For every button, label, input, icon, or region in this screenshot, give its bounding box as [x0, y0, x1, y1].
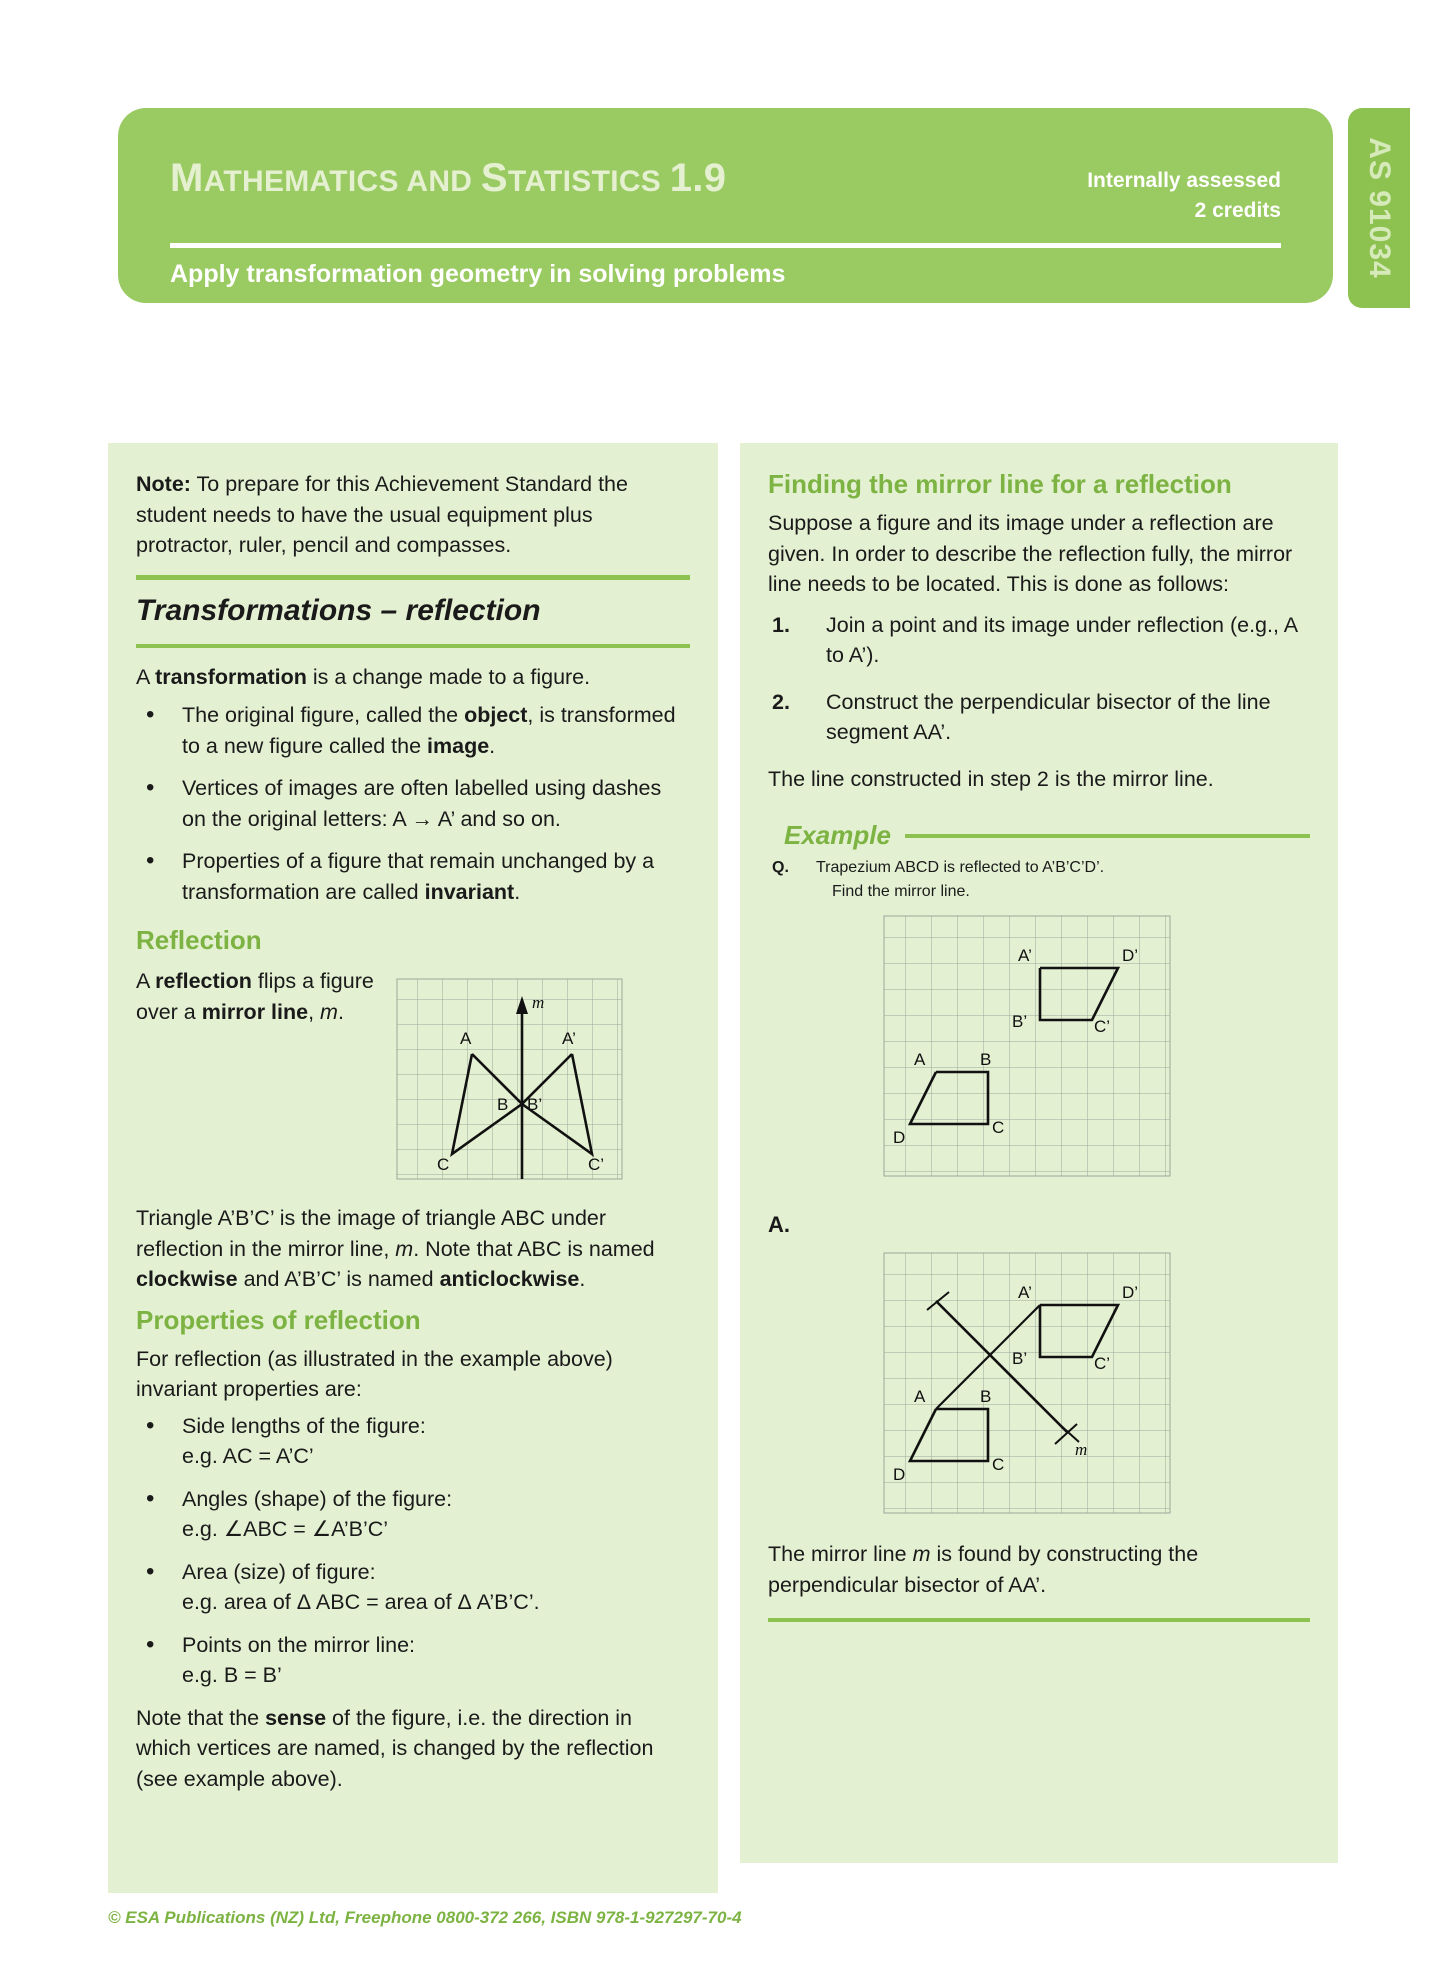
- label-B-prime: B’: [527, 1095, 543, 1115]
- page-title: [170, 156, 726, 201]
- finding-intro: Suppose a figure and its image under a reflection are given. In order to describe the reflection fully, the mirror line needs to be located. This is done as follows:: [768, 511, 1293, 597]
- heading-reflection: Reflection: [136, 925, 262, 956]
- assessment-info: [1087, 166, 1281, 227]
- heading-properties-of-reflection: Properties of reflection: [136, 1304, 421, 1335]
- answer-bottom-rule: [768, 1618, 1310, 1622]
- label-mirror-m: m: [1075, 1440, 1088, 1460]
- def-prefix: A: [136, 664, 156, 689]
- property-bullet-list: [136, 1411, 690, 1691]
- trapezium-answer-svg: [879, 1248, 1199, 1523]
- label-B-prime: B’: [1012, 1349, 1028, 1369]
- label-B: B: [980, 1050, 992, 1070]
- property-line-2: e.g. ∠ABC = ∠A’B’C’: [182, 1517, 389, 1542]
- label-C: C: [437, 1155, 450, 1175]
- list-item: [136, 1557, 690, 1618]
- question-text-2: Find the mirror line.: [832, 883, 970, 901]
- heading-finding-mirror-line: Finding the mirror line for a reflection: [768, 469, 1232, 499]
- example-label: Example: [784, 820, 891, 851]
- list-item: [136, 1630, 690, 1691]
- list-item: [768, 687, 1310, 748]
- property-line-2: e.g. AC = A’C’: [182, 1444, 314, 1469]
- figure-trapezium-answer: [768, 1248, 1310, 1523]
- def-suffix: is a change made to a figure.: [306, 664, 591, 689]
- property-line-1: Area (size) of figure:: [182, 1559, 376, 1584]
- after-steps-text: The line constructed in step 2 is the mirror line.: [768, 766, 1214, 791]
- label-A: A: [914, 1050, 926, 1070]
- left-column: [108, 443, 718, 1893]
- question-label: Q.: [772, 859, 789, 877]
- step-number: 1.: [772, 612, 790, 637]
- note-text: To prepare for this Achievement Standard the student needs to have the usual equipment plus protractor, ruler, pencil and compasses.: [136, 472, 628, 558]
- def-term: transformation: [155, 664, 307, 689]
- step-number: 2.: [772, 689, 790, 714]
- list-item: • Properties of a figure that remain unchanged by a transformation are called invariant.: [136, 846, 690, 907]
- title-mathematics-and: ATHEMATICS AND: [203, 165, 481, 198]
- section-title-transformations: Transformations – reflection: [136, 593, 541, 627]
- label-C-prime: C’: [1094, 1017, 1111, 1037]
- label-mirror-m: m: [532, 993, 545, 1013]
- label-D-prime: D’: [1122, 946, 1139, 966]
- triangle-reflection-svg: [392, 974, 642, 1189]
- answer-explanation: The mirror line m is found by constructing the perpendicular bisector of AA’.: [768, 1542, 1199, 1597]
- property-line-2: e.g. B = B’: [182, 1663, 282, 1688]
- header-subtitle: Apply transformation geometry in solving problems: [170, 260, 786, 288]
- transformation-bullet-list: [136, 700, 690, 907]
- list-item: [136, 1411, 690, 1472]
- reflection-caption: Triangle A’B’C’ is the image of triangle ABC under reflection in the mirror line, m. Note that ABC is named clockwise and A’B’C’ is named anticlockwise.: [136, 1206, 655, 1292]
- transformation-definition: [136, 662, 690, 693]
- title-m: M: [170, 156, 204, 200]
- label-D-prime: D’: [1122, 1283, 1139, 1303]
- label-A: A: [460, 1029, 472, 1049]
- step-text: Construct the perpendicular bisector of the line segment AA’.: [826, 689, 1271, 745]
- figure-trapezium-question: [768, 911, 1310, 1186]
- label-A-prime: A’: [562, 1029, 576, 1049]
- label-A-prime: A’: [1018, 946, 1032, 966]
- note-paragraph: [136, 469, 690, 561]
- example-rule: [905, 834, 1310, 838]
- section-rule-bottom: [136, 644, 690, 648]
- label-C-prime: C’: [1094, 1354, 1111, 1374]
- section-rule-top: [136, 575, 690, 580]
- properties-intro: For reflection (as illustrated in the example above) invariant properties are:: [136, 1346, 613, 1402]
- label-B-prime: B’: [1012, 1012, 1028, 1032]
- credits-value: 2 credits: [1194, 199, 1281, 223]
- steps-list: [768, 610, 1310, 748]
- step-text: Join a point and its image under reflection (e.g., A to A’).: [826, 612, 1297, 668]
- note-label: Note:: [136, 472, 191, 496]
- trapezium-question-svg: [879, 911, 1199, 1186]
- assessment-type: Internally assessed: [1087, 169, 1281, 192]
- question-text: Trapezium ABCD is reflected to A’B’C’D’.: [816, 859, 1105, 877]
- property-line-1: Points on the mirror line:: [182, 1632, 416, 1657]
- label-D: D: [893, 1465, 906, 1485]
- property-line-1: Angles (shape) of the figure:: [182, 1486, 453, 1511]
- label-B: B: [497, 1095, 509, 1115]
- page-header: [118, 108, 1333, 303]
- right-column: [740, 443, 1338, 1863]
- label-C-prime: C’: [588, 1155, 605, 1175]
- reflection-definition: A reflection flips a figure over a mirror line, m.: [136, 969, 374, 1024]
- label-B: B: [980, 1387, 992, 1407]
- title-s: S: [480, 156, 508, 200]
- header-divider: [170, 243, 1281, 248]
- list-item: • Vertices of images are often labelled using dashes on the original letters: A → A’ and so on.: [136, 773, 690, 834]
- answer-label: A.: [768, 1212, 790, 1238]
- label-D: D: [893, 1128, 906, 1148]
- standard-code-label: AS 91034: [1363, 137, 1396, 279]
- label-A: A: [914, 1387, 926, 1407]
- footer-copyright: © ESA Publications (NZ) Ltd, Freephone 0800-372 266, ISBN 978-1-927297-70-4: [108, 1908, 742, 1927]
- label-C: C: [992, 1118, 1005, 1138]
- title-standard-number: 1.9: [669, 156, 727, 200]
- example-header: [784, 820, 1310, 851]
- standard-code-tab: [1348, 108, 1410, 308]
- title-statistics: TATISTICS: [507, 165, 670, 198]
- label-C: C: [992, 1455, 1005, 1475]
- label-A-prime: A’: [1018, 1283, 1032, 1303]
- figure-triangle-reflection: [392, 964, 642, 1189]
- property-line-1: Side lengths of the figure:: [182, 1413, 426, 1438]
- sense-note: Note that the sense of the figure, i.e. the direction in which vertices are named, is changed by the reflection (see example above).: [136, 1705, 654, 1791]
- property-line-2: e.g. area of Δ ABC = area of Δ A’B’C’.: [182, 1590, 540, 1615]
- list-item: [768, 610, 1310, 671]
- list-item: • The original figure, called the object, is transformed to a new figure called the image.: [136, 700, 690, 761]
- question-block: [768, 859, 1310, 901]
- list-item: [136, 1484, 690, 1545]
